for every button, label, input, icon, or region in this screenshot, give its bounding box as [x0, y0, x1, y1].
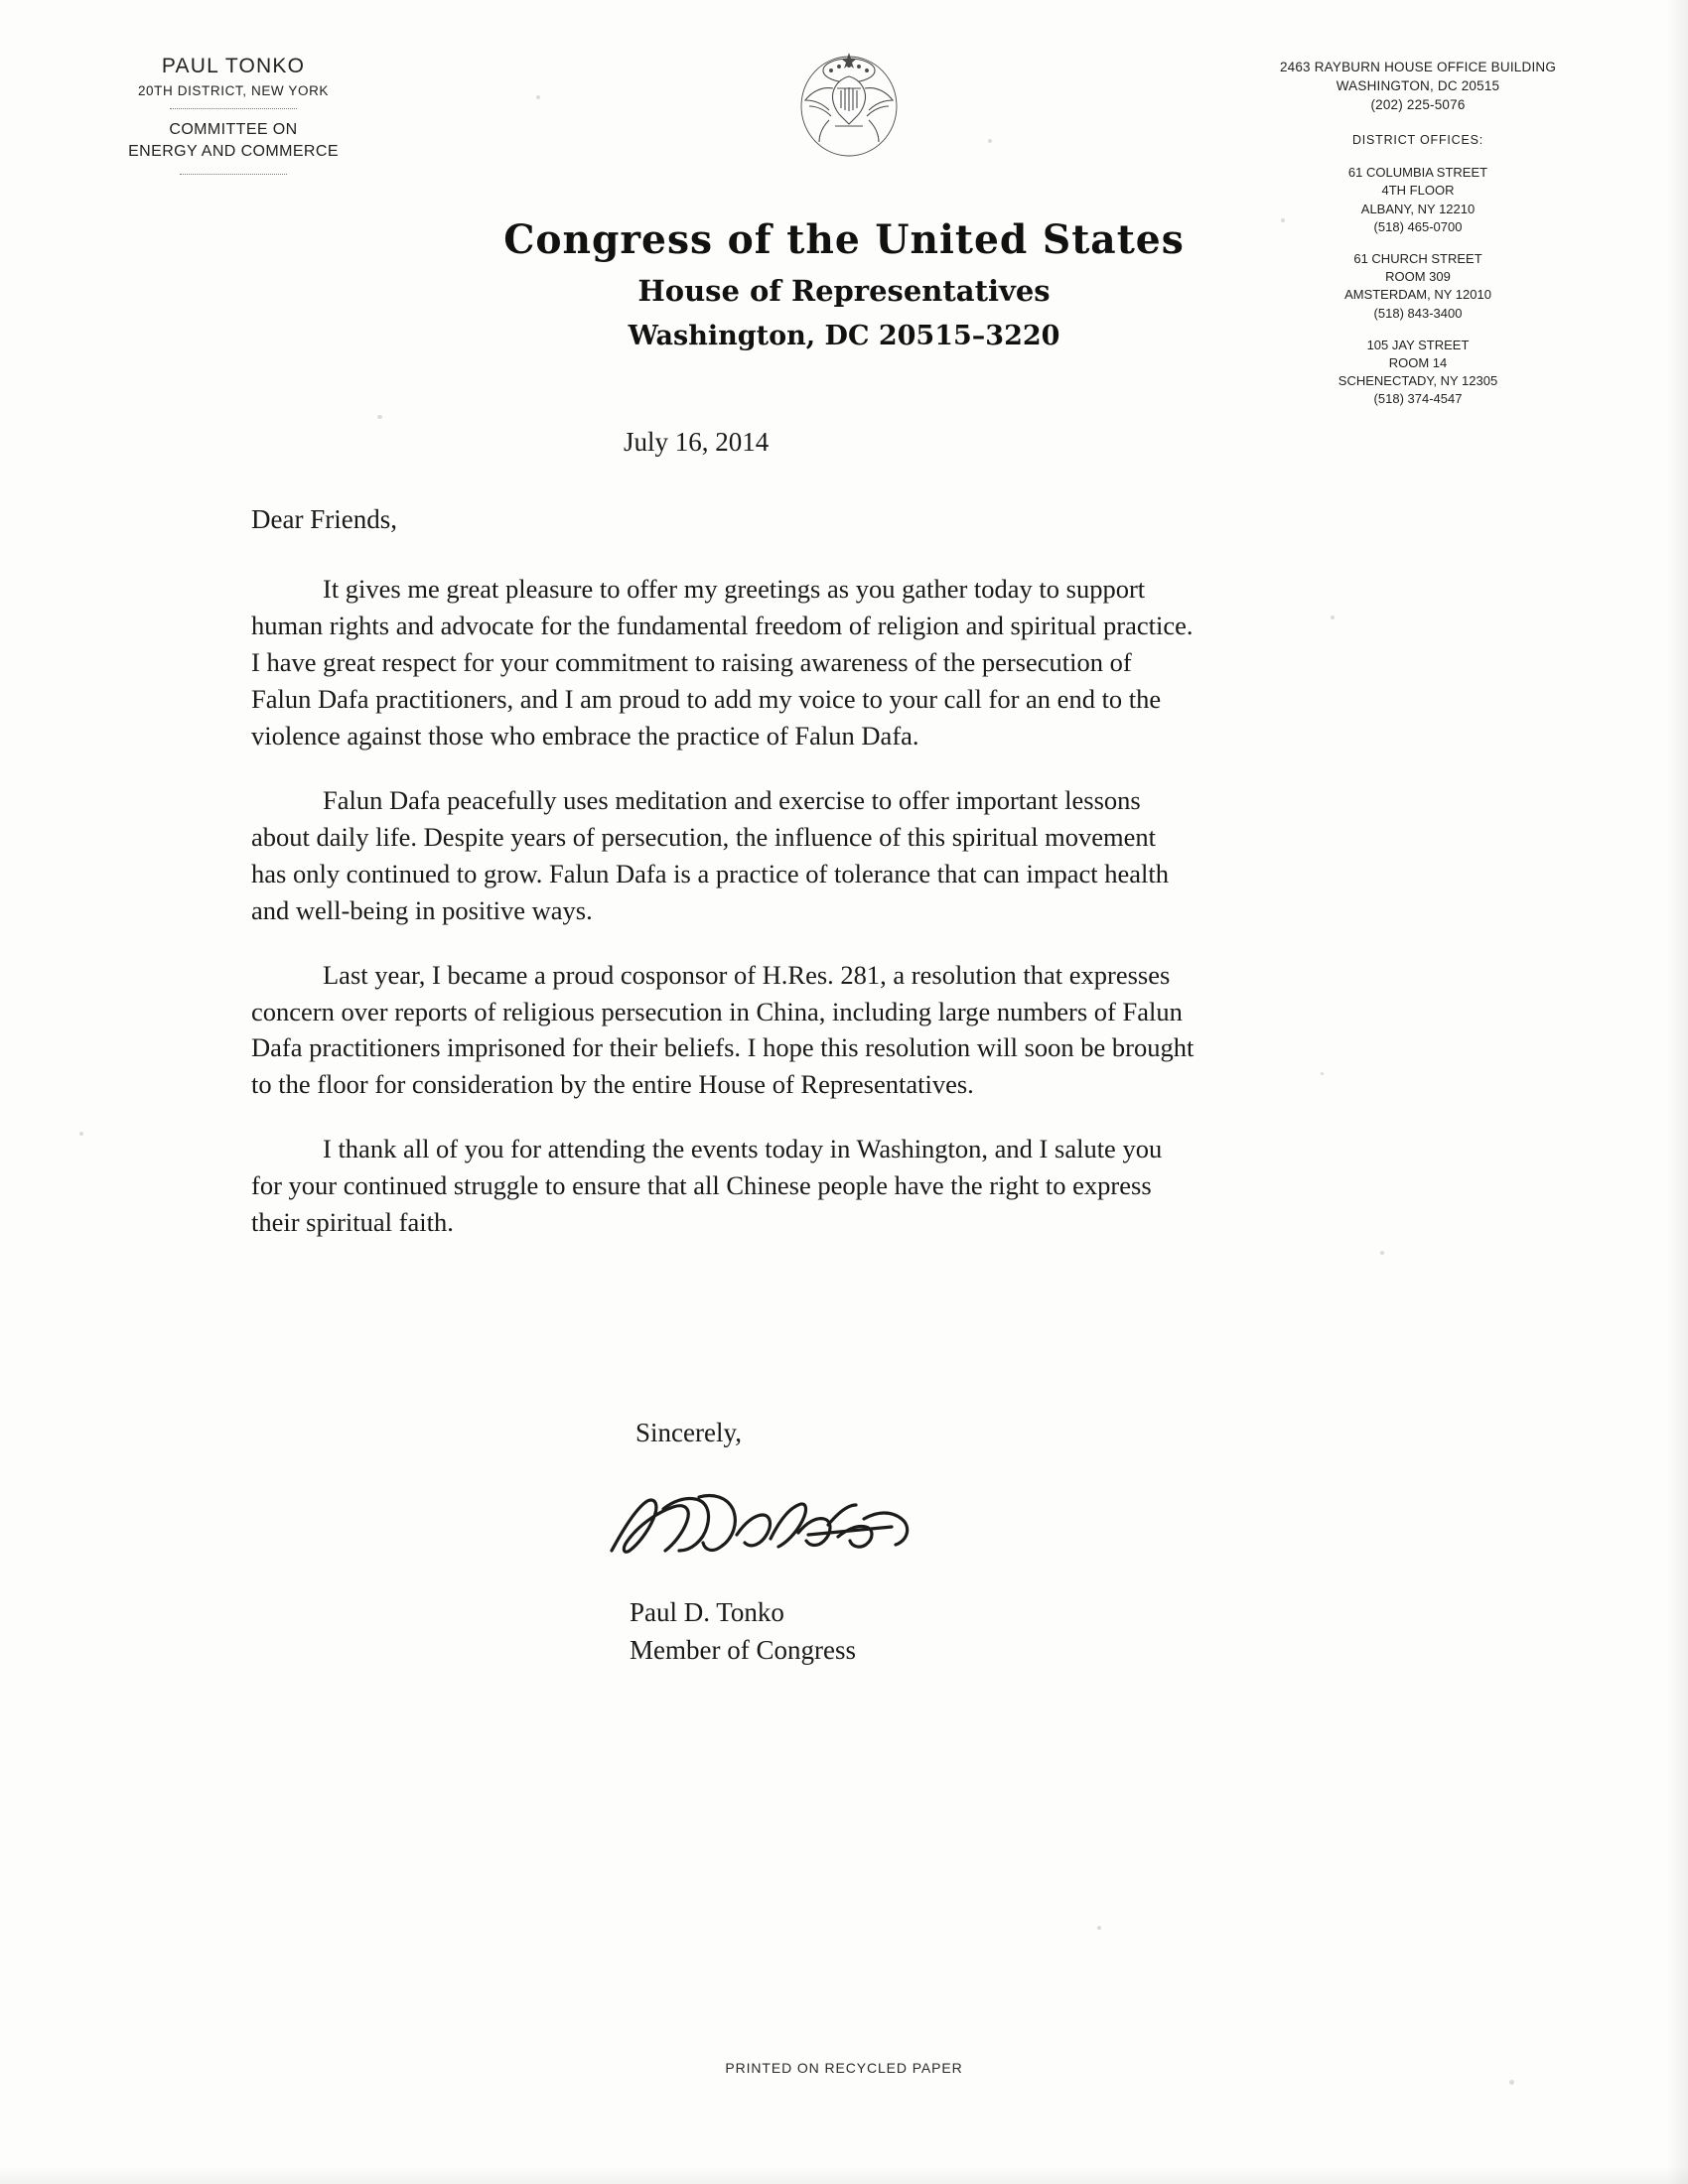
letterhead-left — [70, 55, 397, 175]
office-phone: (518) 843-3400 — [1373, 305, 1463, 321]
letterhead-divider-2 — [180, 174, 287, 175]
handwritten-signature — [604, 1479, 951, 1588]
masthead-house: House of Representatives — [637, 274, 1051, 308]
district-offices-label: DISTRICT OFFICES: — [1351, 133, 1484, 148]
office-suite: 4TH FLOOR — [1381, 183, 1455, 199]
office-suite: ROOM 14 — [1388, 354, 1448, 370]
member-name: PAUL TONKO — [161, 55, 306, 77]
letter-paragraph: Falun Dafa peacefully uses meditation and exercise to offer important lessons about daily life. Despite years of persecution, the influence of this spiritual movement has only continued to grow. Falun Dafa is a practice of tolerance that can impact health and well-being in positive ways. — [251, 784, 1169, 925]
scan-speck — [988, 139, 992, 143]
signer-title: Member of Congress — [630, 1635, 856, 1666]
capitol-address-line-2: WASHINGTON, DC 20515 — [1336, 78, 1500, 94]
masthead — [0, 216, 1688, 351]
letterhead-divider — [170, 108, 297, 109]
scan-speck — [1331, 615, 1335, 619]
scan-speck — [1097, 1926, 1101, 1930]
scan-speck — [1380, 1251, 1384, 1255]
scan-speck — [79, 1132, 83, 1136]
letter-paragraph: It gives me great pleasure to offer my greetings as you gather today to support human rights and advocate for the fundamental freedom of religion and spiritual practice. I have great respect for your commitment to raising awareness of the persecution of Falun Dafa practitioners, and I am proud to add my voice to your call for an end to the violence against those who embrace the practice of Falun Dafa. — [251, 574, 1194, 751]
signer-name: Paul D. Tonko — [630, 1597, 784, 1627]
capitol-phone: (202) 225-5076 — [1370, 97, 1466, 113]
masthead-location: Washington, DC 20515–3220 — [628, 321, 1060, 351]
letter-paragraph: I thank all of you for attending the events today in Washington, and I salute you for your continued struggle to ensure that all Chinese people have the right to express their spiritual faith. — [251, 1134, 1163, 1238]
office-street: 105 JAY STREET — [1366, 337, 1470, 352]
scan-speck — [536, 95, 540, 99]
office-phone: (518) 374-4547 — [1373, 391, 1463, 407]
office-city: ALBANY, NY 12210 — [1360, 201, 1476, 216]
masthead-congress: Congress of the United States — [503, 216, 1185, 263]
scan-edge-bottom — [0, 2166, 1688, 2184]
office-street: 61 CHURCH STREET — [1353, 250, 1482, 266]
capitol-address-line-1: 2463 RAYBURN HOUSE OFFICE BUILDING — [1279, 60, 1557, 74]
congressional-seal-icon — [789, 45, 909, 164]
scan-edge-right — [1666, 0, 1688, 2184]
member-district: 20TH DISTRICT, NEW YORK — [137, 83, 330, 98]
office-street: 61 COLUMBIA STREET — [1347, 165, 1488, 181]
recycled-paper-notice: PRINTED ON RECYCLED PAPER — [725, 2060, 963, 2076]
office-city: SCHENECTADY, NY 12305 — [1337, 373, 1498, 389]
committee-line-1: COMMITTEE ON — [169, 121, 298, 138]
letter-body — [251, 571, 1195, 1269]
letter-closing: Sincerely, — [635, 1418, 742, 1447]
signature-block — [630, 1593, 856, 1670]
office-phone: (518) 465-0700 — [1373, 218, 1463, 234]
office-suite: ROOM 309 — [1385, 269, 1451, 285]
letter-paragraph: Last year, I became a proud cosponsor of H.Res. 281, a resolution that expresses concern over reports of religious persecution in China, including large numbers of Falun Dafa practitioners imprisoned for their beliefs. I hope this resolution will soon be brought to the floor for consideration by the entire House of Representatives. — [251, 959, 1195, 1100]
committee-line-2: ENERGY AND COMMERCE — [128, 142, 339, 160]
scan-speck — [1509, 2080, 1514, 2085]
scan-speck — [1281, 218, 1285, 222]
scan-speck — [1321, 1072, 1324, 1075]
letter-date: July 16, 2014 — [624, 427, 770, 457]
office-city: AMSTERDAM, NY 12010 — [1344, 287, 1491, 303]
scan-speck — [377, 415, 382, 419]
letter-salutation: Dear Friends, — [251, 504, 397, 534]
